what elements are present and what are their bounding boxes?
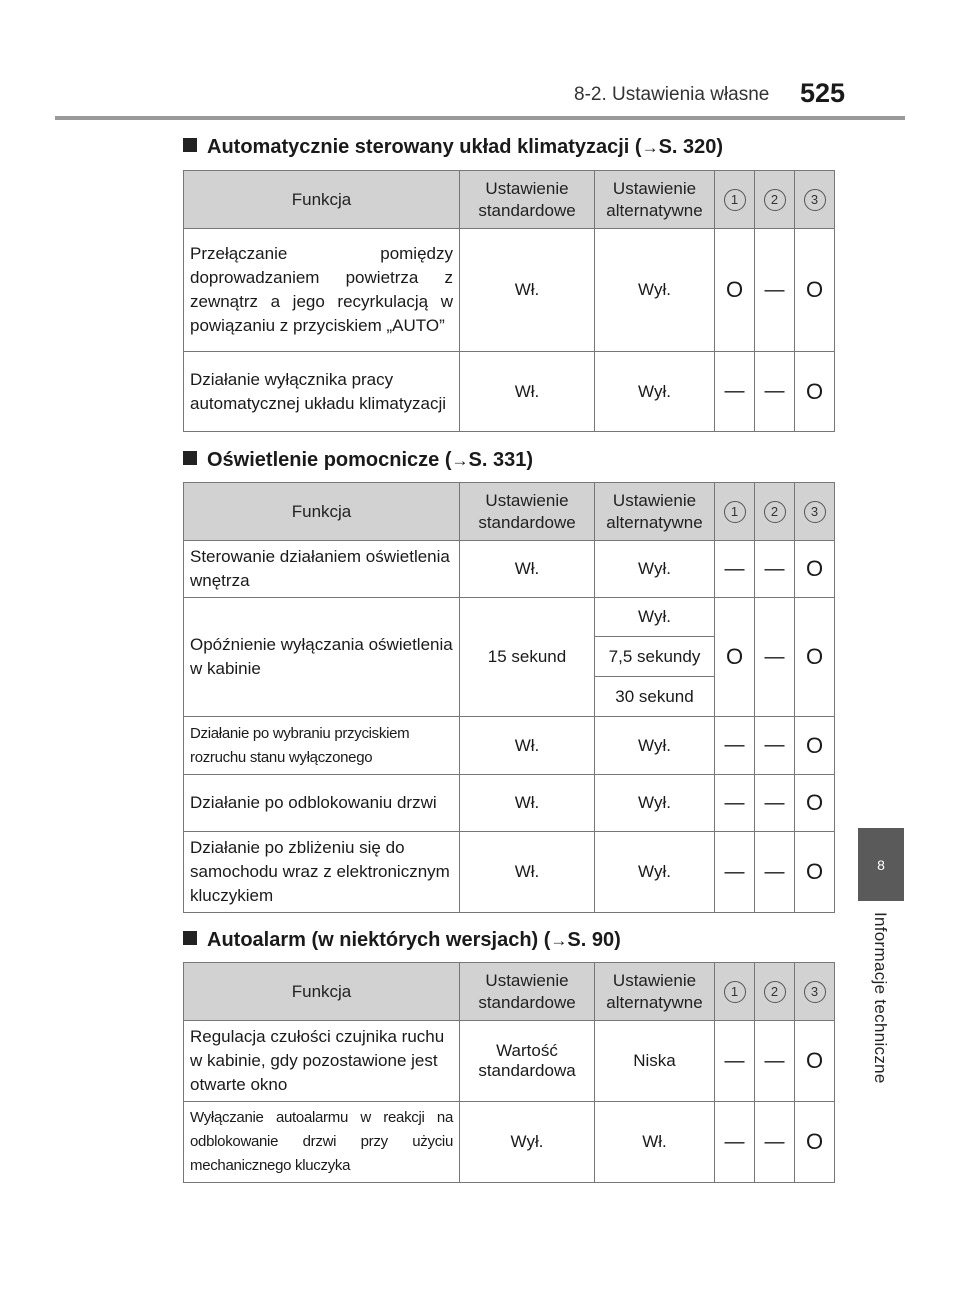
- model-1-mark: O: [715, 598, 755, 717]
- chapter-tab: [858, 828, 904, 901]
- section-heading-alarm: Autoalarm (w niektórych wersjach) (→S. 90): [183, 929, 621, 952]
- function-cell: Działanie po zbliżeniu się do samochodu wraz z elektronicznym kluczykiem: [184, 832, 460, 913]
- col-model-2: 2: [755, 171, 795, 229]
- col-model-1: 1: [715, 171, 755, 229]
- col-alternative: Ustawienie alternatywne: [595, 171, 715, 229]
- default-cell: Wł.: [460, 229, 595, 352]
- square-bullet-icon: [183, 138, 197, 152]
- alternative-cell: Wył.: [595, 832, 715, 913]
- model-1-mark: —: [715, 541, 755, 598]
- function-cell: Działanie wyłącznika pracy automatycznej układu klimatyzacji: [184, 352, 460, 432]
- table-row: [184, 541, 835, 598]
- square-bullet-icon: [183, 931, 197, 945]
- model-3-mark: O: [795, 541, 835, 598]
- model-1-mark: O: [715, 229, 755, 352]
- col-model-3: 3: [795, 963, 835, 1021]
- default-cell: Wartość standardowa: [460, 1021, 595, 1102]
- col-model-1: 1: [715, 483, 755, 541]
- model-2-mark: —: [755, 352, 795, 432]
- table-climate: [183, 170, 835, 432]
- alternative-cell: Wył.: [595, 775, 715, 832]
- model-3-mark: O: [795, 1102, 835, 1183]
- default-cell: Wł.: [460, 717, 595, 775]
- function-cell: Sterowanie działaniem oświetlenia wnętrza: [184, 541, 460, 598]
- page-number: 525: [800, 78, 846, 108]
- function-cell: Przełączanie pomiędzy doprowadzaniem powietrza z zewnątrz a jego recyrkulacją w powiązaniu z przyciskiem „AUTO”: [184, 229, 460, 352]
- chapter-label: Informacje techniczne: [871, 912, 890, 1084]
- model-3-mark: O: [795, 229, 835, 352]
- alternative-cell: 7,5 sekundy: [595, 637, 715, 677]
- col-alternative: Ustawienie alternatywne: [595, 963, 715, 1021]
- col-function: Funkcja: [184, 963, 460, 1021]
- table-row: [184, 229, 835, 352]
- function-cell: Wyłączanie autoalarmu w reakcji na odblokowanie drzwi przy użyciu mechanicznego kluczyka: [184, 1102, 460, 1183]
- col-default: Ustawienie standardowe: [460, 483, 595, 541]
- alternative-cell: Wył.: [595, 541, 715, 598]
- col-function: Funkcja: [184, 483, 460, 541]
- alternative-cell: Wył.: [595, 598, 715, 637]
- alternative-cell: Niska: [595, 1021, 715, 1102]
- table-row: [184, 832, 835, 913]
- table-header-row: [184, 963, 835, 1021]
- model-1-mark: —: [715, 352, 755, 432]
- col-model-3: 3: [795, 483, 835, 541]
- table-row: [184, 598, 835, 637]
- default-cell: Wł.: [460, 832, 595, 913]
- arrow-right-icon: →: [451, 451, 469, 470]
- section-heading-climate: Automatycznie sterowany układ klimatyzacji (→S. 320): [183, 136, 723, 159]
- model-1-mark: —: [715, 717, 755, 775]
- model-1-mark: —: [715, 775, 755, 832]
- header-section-title: 8-2. Ustawienia własne: [574, 84, 770, 105]
- model-3-mark: O: [795, 1021, 835, 1102]
- col-model-3: 3: [795, 171, 835, 229]
- function-cell: Opóźnienie wyłączania oświetlenia w kabinie: [184, 598, 460, 717]
- model-3-mark: O: [795, 717, 835, 775]
- function-cell: Działanie po odblokowaniu drzwi: [184, 775, 460, 832]
- alternative-cell: Wył.: [595, 717, 715, 775]
- default-cell: 15 sekund: [460, 598, 595, 717]
- page-header: [0, 0, 960, 120]
- default-cell: Wł.: [460, 352, 595, 432]
- default-cell: Wł.: [460, 541, 595, 598]
- table-row: [184, 352, 835, 432]
- model-1-mark: —: [715, 832, 755, 913]
- table-row: [184, 1102, 835, 1183]
- model-2-mark: —: [755, 832, 795, 913]
- col-default: Ustawienie standardowe: [460, 963, 595, 1021]
- default-cell: Wł.: [460, 775, 595, 832]
- model-2-mark: —: [755, 775, 795, 832]
- header-rule: [55, 116, 905, 120]
- model-2-mark: —: [755, 1021, 795, 1102]
- chapter-number: 8: [877, 856, 885, 873]
- model-2-mark: —: [755, 598, 795, 717]
- model-3-mark: O: [795, 352, 835, 432]
- model-2-mark: —: [755, 541, 795, 598]
- model-1-mark: —: [715, 1021, 755, 1102]
- alternative-cell: Wył.: [595, 352, 715, 432]
- section-heading-lighting: Oświetlenie pomocnicze (→S. 331): [183, 449, 533, 472]
- model-3-mark: O: [795, 832, 835, 913]
- function-cell: Działanie po wybraniu przyciskiem rozruchu stanu wyłączonego: [184, 717, 460, 775]
- square-bullet-icon: [183, 451, 197, 465]
- alternative-cell: 30 sekund: [595, 677, 715, 717]
- model-2-mark: —: [755, 1102, 795, 1183]
- table-row: [184, 717, 835, 775]
- table-lighting: [183, 482, 835, 913]
- col-alternative: Ustawienie alternatywne: [595, 483, 715, 541]
- col-model-2: 2: [755, 483, 795, 541]
- table-row: [184, 1021, 835, 1102]
- arrow-right-icon: →: [550, 931, 568, 950]
- arrow-right-icon: →: [641, 138, 659, 157]
- model-3-mark: O: [795, 775, 835, 832]
- col-model-2: 2: [755, 963, 795, 1021]
- model-1-mark: —: [715, 1102, 755, 1183]
- table-alarm: [183, 962, 835, 1183]
- table-header-row: [184, 483, 835, 541]
- model-2-mark: —: [755, 717, 795, 775]
- alternative-cell: Wył.: [595, 229, 715, 352]
- table-header-row: [184, 171, 835, 229]
- col-model-1: 1: [715, 963, 755, 1021]
- col-function: Funkcja: [184, 171, 460, 229]
- function-cell: Regulacja czułości czujnika ruchu w kabinie, gdy pozostawione jest otwarte okno: [184, 1021, 460, 1102]
- table-row: [184, 775, 835, 832]
- col-default: Ustawienie standardowe: [460, 171, 595, 229]
- alternative-cell: Wł.: [595, 1102, 715, 1183]
- model-2-mark: —: [755, 229, 795, 352]
- default-cell: Wył.: [460, 1102, 595, 1183]
- model-3-mark: O: [795, 598, 835, 717]
